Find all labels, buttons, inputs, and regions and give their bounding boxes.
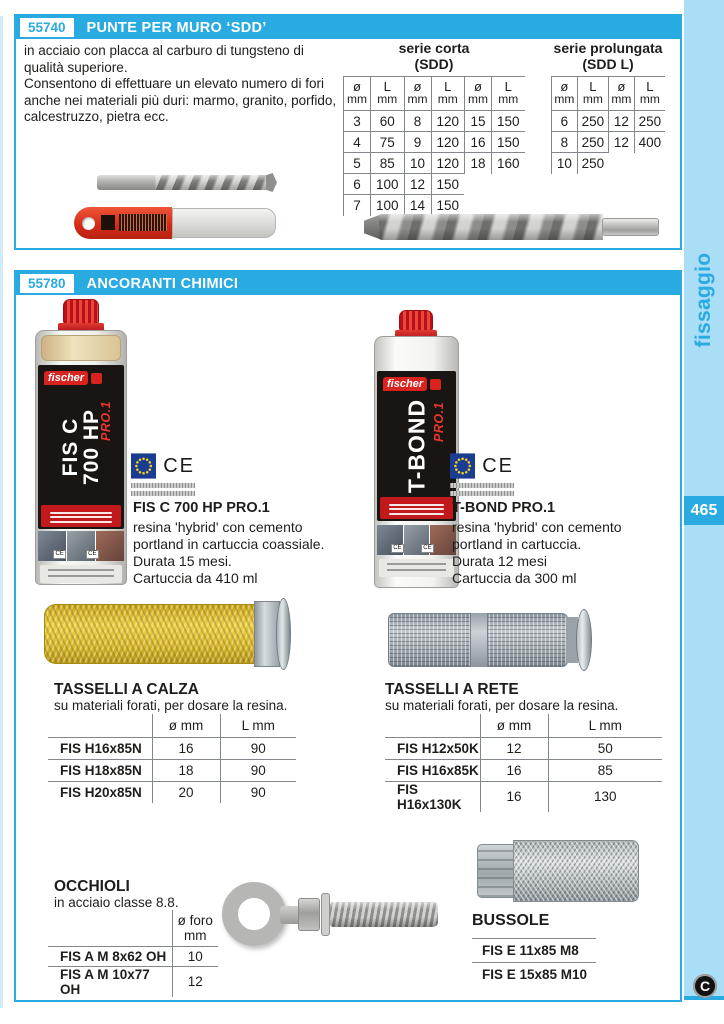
- hex-nut: [298, 898, 320, 931]
- table-row: [48, 966, 218, 997]
- rete-sleeve-image: [388, 611, 596, 671]
- approval-bar: [131, 483, 195, 488]
- section-title: PUNTE PER MURO ‘SDD’: [86, 19, 267, 36]
- label-bottom-band: [40, 565, 122, 583]
- fischer-chip-icon: [91, 373, 102, 384]
- drill-bit-flute: [379, 214, 603, 240]
- rete-subtitle: su materiali forati, per dosare la resina.: [385, 698, 619, 713]
- cell: FIS H18x85N: [48, 759, 152, 781]
- cell: FIS A M 8x62 OH: [48, 946, 172, 966]
- table-row: [385, 759, 662, 781]
- label-red-band: [41, 505, 121, 527]
- col-header-empty: [48, 714, 152, 737]
- serie-prolungata-pair-1: [551, 77, 608, 174]
- cell: 16: [152, 737, 220, 759]
- mesh-flange: [576, 609, 592, 671]
- cell: 12: [609, 132, 635, 153]
- cell: 9: [404, 132, 431, 153]
- cell: 50: [548, 737, 662, 759]
- table-row: [404, 111, 464, 132]
- approval-bar: [131, 491, 195, 496]
- list-item: FIS E 11x85 M8: [472, 938, 596, 962]
- section-code-badge: 55780: [20, 274, 74, 293]
- application-photos: [377, 525, 456, 555]
- threaded-shaft: [330, 902, 438, 927]
- package-label: [101, 215, 115, 230]
- cell: 90: [220, 781, 296, 803]
- cell: 150: [492, 111, 525, 132]
- cell: 120: [431, 153, 464, 174]
- serie-prolungata-title: serie prolungata: [553, 40, 663, 56]
- fis-c-cartridge-image: [35, 299, 127, 585]
- col-header: L mm: [492, 77, 525, 111]
- serie-corta-grid: [343, 76, 525, 216]
- fischer-chip-icon: [430, 379, 441, 390]
- col-header: L mm: [577, 77, 608, 111]
- col-header: ø mm: [552, 77, 578, 111]
- table-row: [344, 174, 404, 195]
- section-ancoranti-header: [16, 272, 680, 295]
- cell: 6: [344, 174, 371, 195]
- bussole-title: BUSSOLE: [472, 912, 550, 929]
- cell: FIS H20x85N: [60, 784, 142, 800]
- drill-bit-image: [97, 175, 269, 190]
- serie-prolungata: [551, 40, 665, 174]
- cell: 90: [220, 737, 296, 759]
- washer: [321, 893, 330, 936]
- cell: FIS H16x85N: [48, 737, 152, 759]
- cell: 75: [371, 132, 404, 153]
- occhioli-subtitle: in acciaio classe 8.8.: [54, 895, 179, 910]
- cell: 90: [220, 759, 296, 781]
- approval-mark-block: [450, 452, 514, 496]
- cartridge-label-text: FIS C 700 HP: [59, 408, 103, 486]
- section-punte: [14, 14, 682, 250]
- section-description: [24, 43, 340, 126]
- page-number-badge: 465: [684, 496, 724, 525]
- serie-corta-subtitle: (SDD): [414, 56, 454, 72]
- col-header: ø foro mm: [172, 910, 218, 946]
- serie-corta-pair-1: [343, 77, 404, 216]
- table-row: [48, 759, 296, 781]
- eta-flag-icon: [450, 452, 475, 480]
- cartridge-label: [38, 365, 124, 529]
- category-label-vertical: fissaggio: [692, 252, 715, 348]
- cartridge-cap: [63, 299, 99, 325]
- col-header: L mm: [431, 77, 464, 111]
- cell: 160: [492, 153, 525, 174]
- table-row: [404, 174, 464, 195]
- ce-mark-icon: CE: [393, 545, 402, 551]
- cell: 250: [634, 111, 665, 132]
- t-bond-description: [452, 500, 672, 587]
- cell: 120: [431, 111, 464, 132]
- occhioli-table: [48, 910, 218, 997]
- product-desc-line: resina 'hybrid' con cemento: [452, 519, 622, 535]
- col-header: ø mm: [344, 77, 371, 111]
- serie-corta-title: serie corta: [398, 40, 470, 56]
- approval-bar: [450, 483, 514, 488]
- product-desc-line: portland in cartuccia.: [452, 536, 582, 552]
- page-edge-line: [0, 16, 3, 1008]
- brand-row: [383, 377, 441, 391]
- product-desc-line: resina 'hybrid' con cemento: [133, 519, 303, 535]
- publisher-logo-icon: C: [693, 974, 717, 998]
- cartridge-label-subtext: PRO.1: [432, 401, 447, 443]
- eta-flag-icon: [131, 452, 156, 480]
- serie-corta-pair-3: [464, 77, 525, 174]
- cell: 8: [404, 111, 431, 132]
- col-header: ø mm: [152, 714, 220, 737]
- table-row: [385, 781, 662, 812]
- cell: 12: [404, 174, 431, 195]
- product-desc-line: Durata 12 mesi: [452, 553, 547, 569]
- list-item: FIS E 15x85 M10: [472, 962, 596, 986]
- rete-title: TASSELLI A RETE: [385, 681, 519, 698]
- hang-hole: [82, 217, 95, 230]
- table-row: [344, 111, 404, 132]
- packaged-drill-bit-image: [74, 207, 278, 240]
- section-code-badge: 55740: [20, 18, 74, 37]
- fischer-logo: fischer: [44, 371, 88, 385]
- cell: 60: [371, 111, 404, 132]
- cell: 120: [431, 132, 464, 153]
- approval-mark-block: [131, 452, 195, 496]
- table-row: [344, 153, 404, 174]
- table-row: [48, 737, 296, 759]
- metal-flange: [276, 598, 291, 670]
- table-row: [404, 195, 464, 216]
- table-row: [48, 781, 296, 803]
- ce-mark-icon: CE: [163, 454, 195, 477]
- cartridge-body: [35, 330, 127, 585]
- col-header-empty: [48, 910, 172, 946]
- serie-prolungata-grid: [551, 76, 665, 174]
- cell: 10: [172, 946, 218, 966]
- fis-c-description: [133, 500, 353, 587]
- cell: 130: [548, 781, 662, 812]
- serie-corta-pair-2: [404, 77, 465, 216]
- table-row: [344, 132, 404, 153]
- cell: 6: [552, 111, 578, 132]
- ce-mark-icon: CE: [482, 454, 514, 477]
- product-name: T-BOND PRO.1: [452, 500, 556, 516]
- table-row: [465, 153, 525, 174]
- table-row: [609, 111, 666, 132]
- cell: 10: [552, 153, 578, 174]
- cell: 5: [344, 153, 371, 174]
- bussola-image: [477, 840, 641, 902]
- product-desc-line: portland in cartuccia coassiale.: [133, 536, 325, 552]
- cell: FIS A M 10x77 OH: [60, 966, 150, 997]
- col-header: L mm: [371, 77, 404, 111]
- serie-corta: [343, 40, 525, 216]
- cell: 150: [431, 195, 464, 216]
- product-desc-line: Durata 15 mesi.: [133, 553, 232, 569]
- calza-title: TASSELLI A CALZA: [54, 681, 199, 698]
- drill-bit-shank: [602, 218, 659, 236]
- cell: 16: [480, 781, 548, 812]
- table-row: [404, 153, 464, 174]
- serie-prolungata-pair-2: [608, 77, 665, 153]
- table-row: [552, 111, 609, 132]
- description-paragraph: in acciaio con placca al carburo di tungsteno di qualità superiore.: [24, 43, 304, 75]
- bussole-list: [472, 912, 596, 986]
- cell: FIS H12x50K: [385, 737, 480, 759]
- table-row: [48, 946, 218, 966]
- cartridge-label-subtext: PRO.1: [98, 400, 113, 441]
- section-punte-header: [16, 16, 680, 39]
- package-red-holder: [74, 207, 172, 239]
- table-row: [552, 132, 609, 153]
- yellow-fabric-sleeve: [44, 604, 258, 664]
- cell: 250: [577, 111, 608, 132]
- barcode: [119, 214, 167, 231]
- table-row: [609, 132, 666, 153]
- cartridge-label: [377, 371, 456, 521]
- cell: FIS H16x130K: [397, 781, 462, 812]
- occhioli-title: OCCHIOLI: [54, 878, 130, 895]
- col-header: L mm: [220, 714, 296, 737]
- eye-ring: [222, 882, 286, 946]
- table-row: [552, 153, 609, 174]
- cell: 12: [609, 111, 635, 132]
- cell: 10: [404, 153, 431, 174]
- cell: 100: [371, 174, 404, 195]
- cell: 18: [152, 759, 220, 781]
- approval-bar: [450, 491, 514, 496]
- cell: 4: [344, 132, 371, 153]
- cell: 16: [465, 132, 492, 153]
- table-row: [385, 737, 662, 759]
- eye-bolt-image: [222, 880, 440, 950]
- bussola-knurled-section: [513, 840, 639, 902]
- table-row: [344, 195, 404, 216]
- cartridge-body: [374, 336, 459, 588]
- cell: FIS H16x85K: [385, 759, 480, 781]
- col-header: L mm: [634, 77, 665, 111]
- cell: 250: [577, 153, 608, 174]
- cell: 16: [480, 759, 548, 781]
- col-header: ø mm: [404, 77, 431, 111]
- table-row: [465, 132, 525, 153]
- rete-table: [385, 714, 662, 812]
- col-header-empty: [385, 714, 480, 737]
- cell: 18: [465, 153, 492, 174]
- t-bond-cartridge-image: [374, 310, 459, 588]
- resin-window: [41, 335, 121, 361]
- product-name: FIS C 700 HP PRO.1: [133, 500, 270, 516]
- label-bottom-band: [379, 559, 454, 577]
- long-drill-bit-image: [364, 214, 660, 240]
- bussola-plain-section: [477, 844, 515, 898]
- description-paragraph: Consentono di effettuare un elevato numero di fori anche nei materiali più duri: marmo, granito, porfido, calcestruzzo, pietra ecc.: [24, 76, 337, 124]
- fischer-logo: fischer: [383, 377, 427, 391]
- label-red-band: [380, 497, 453, 519]
- product-desc-line: Cartuccia da 300 ml: [452, 570, 577, 586]
- cell: 85: [548, 759, 662, 781]
- calza-table: [48, 714, 296, 803]
- cell: 150: [431, 174, 464, 195]
- ce-mark-icon: CE: [88, 551, 97, 557]
- cell: 250: [577, 132, 608, 153]
- cell: 85: [371, 153, 404, 174]
- cell: 14: [404, 195, 431, 216]
- cell: 100: [371, 195, 404, 216]
- col-header: ø mm: [480, 714, 548, 737]
- cell: 8: [552, 132, 578, 153]
- calza-subtitle: su materiali forati, per dosare la resina.: [54, 698, 288, 713]
- ce-mark-icon: CE: [55, 551, 64, 557]
- cell: 12: [172, 966, 218, 997]
- cartridge-label-text: T-BOND: [403, 398, 429, 494]
- cell: 15: [465, 111, 492, 132]
- brand-row: [44, 371, 102, 385]
- mesh-band: [470, 613, 488, 667]
- product-desc-line: Cartuccia da 410 ml: [133, 570, 258, 586]
- package-sleeve: [172, 208, 276, 238]
- calza-sleeve-image: [44, 601, 294, 669]
- cell: 400: [634, 132, 665, 153]
- section-title: ANCORANTI CHIMICI: [86, 275, 239, 292]
- drill-bit-tip: [266, 173, 277, 192]
- application-photos: [38, 531, 124, 561]
- cartridge-cap: [399, 310, 433, 332]
- table-row: [404, 132, 464, 153]
- cell: 150: [492, 132, 525, 153]
- cell: 3: [344, 111, 371, 132]
- cell: 20: [152, 781, 220, 803]
- col-header: ø mm: [465, 77, 492, 111]
- ce-mark-icon: CE: [423, 545, 432, 551]
- col-header: ø mm: [609, 77, 635, 111]
- cell: 12: [480, 737, 548, 759]
- table-row: [465, 111, 525, 132]
- cell: 7: [344, 195, 371, 216]
- serie-prolungata-subtitle: (SDD L): [582, 56, 634, 72]
- col-header: L mm: [548, 714, 662, 737]
